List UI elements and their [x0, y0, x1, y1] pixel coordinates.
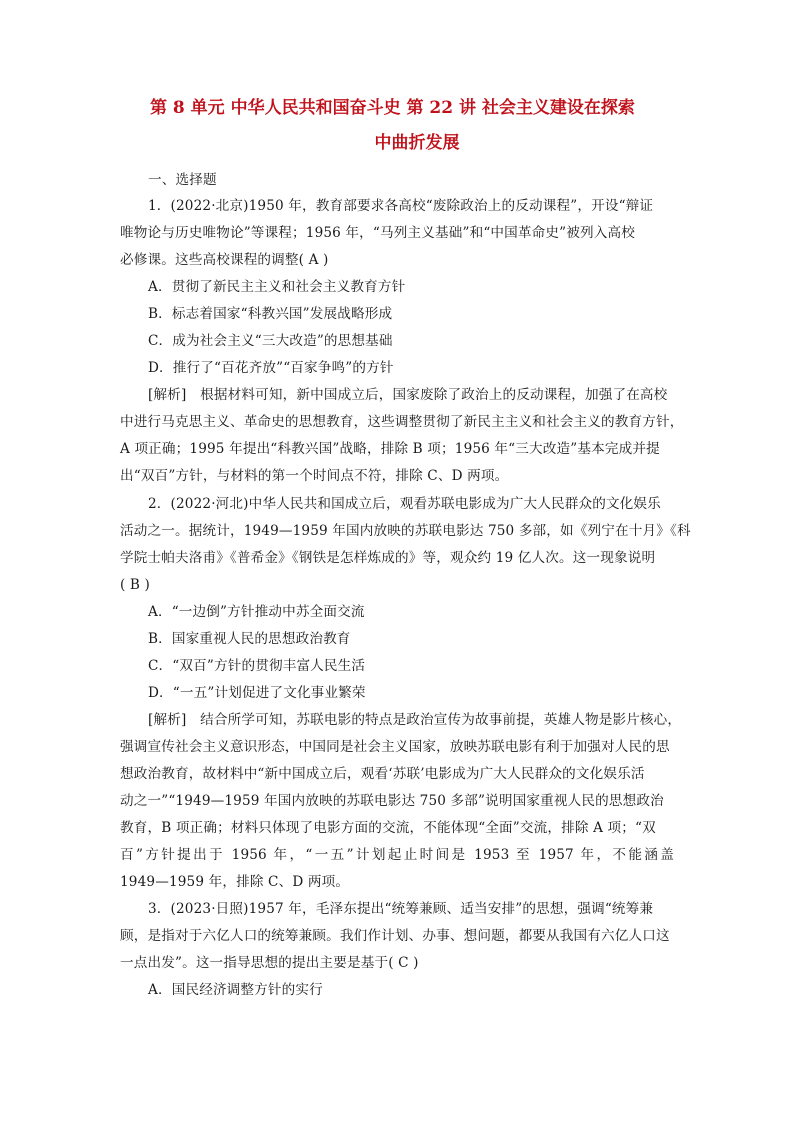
- q2-option-b: B．国家重视人民的思想政治教育: [148, 631, 351, 647]
- q2-stem-line-4: ( B ): [120, 577, 150, 593]
- q1-stem-line-2: 唯物论与历史唯物论”等课程；1956 年，“马列主义基础”和“中国革命史”被列入高校: [120, 225, 635, 241]
- page-title-line-2: 中曲折发展: [374, 133, 460, 153]
- q1-option-d: D．推行了“百花齐放”“百家争鸣”的方针: [148, 360, 394, 376]
- q1-option-c: C．成为社会主义“三大改造”的思想基础: [148, 333, 393, 349]
- q2-analysis-line-6: 百”方针提出于 1956 年，“一五”计划起止时间是 1953 至 1957 年，不能涵盖: [120, 847, 674, 863]
- q2-analysis-line-7: 1949—1959 年，排除 C、D 两项。: [120, 874, 350, 890]
- q2-option-c: C．“双百”方针的贯彻丰富人民生活: [148, 658, 366, 674]
- q3-option-a: A．国民经济调整方针的实行: [148, 982, 323, 998]
- q1-option-a: A．贯彻了新民主主义和社会主义教育方针: [148, 279, 406, 295]
- q1-analysis-line-3: A 项正确；1995 年提出“科教兴国”战略，排除 B 项；1956 年“三大改造”基本完成并提: [120, 441, 660, 457]
- q1-stem-line-1: 1．(2022·北京)1950 年，教育部要求各高校“废除政治上的反动课程”，开设“辩证: [148, 198, 654, 214]
- q1-stem-line-3: 必修课。这些高校课程的调整( A ): [120, 252, 329, 268]
- page-title-line-1: 第 8 单元 中华人民共和国奋斗史 第 22 讲 社会主义建设在探索: [150, 98, 635, 118]
- section-heading: 一、选择题: [148, 172, 217, 188]
- q2-analysis-line-5: 教育，B 项正确；材料只体现了电影方面的交流，不能体现“全面”交流，排除 A 项；“双: [120, 820, 656, 836]
- q3-stem-line-1: 3．(2023·日照)1957 年，毛泽东提出“统筹兼顾、适当安排”的思想，强调“统筹兼: [148, 901, 654, 917]
- q1-analysis-line-4: 出“双百”方针，与材料的第一个时间点不符，排除 C、D 两项。: [120, 468, 509, 484]
- q2-analysis-line-2: 强调宣传社会主义意识形态，中国同是社会主义国家，放映苏联电影有利于加强对人民的思: [120, 739, 670, 755]
- q2-analysis-line-3: 想政治教育，故材料中“新中国成立后，观看‘苏联’电影成为广大人民群众的文化娱乐活: [120, 766, 645, 782]
- q3-stem-line-2: 顾，是指对于六亿人口的统筹兼顾。我们作计划、办事、想问题，都要从我国有六亿人口这: [120, 928, 670, 944]
- q3-stem-line-3: 一点出发”。这一指导思想的提出主要是基于( C ): [120, 955, 419, 971]
- q1-analysis-line-1: [解析] 根据材料可知，新中国成立后，国家废除了政治上的反动课程，加强了在高校: [148, 387, 668, 403]
- q2-analysis-line-1: [解析] 结合所学可知，苏联电影的特点是政治宣传为故事前提，英雄人物是影片核心，: [148, 712, 682, 728]
- q2-option-d: D．“一五”计划促进了文化事业繁荣: [148, 685, 366, 701]
- q1-analysis-line-2: 中进行马克思主义、革命史的思想教育，这些调整贯彻了新民主主义和社会主义的教育方针，: [120, 414, 684, 430]
- q2-stem-line-1: 2．(2022·河北)中华人民共和国成立后，观看苏联电影成为广大人民群众的文化娱乐: [148, 496, 661, 512]
- q2-analysis-line-4: 动之一”“1949—1959 年国内放映的苏联电影达 750 多部”说明国家重视人民的思想政治: [120, 793, 664, 809]
- q2-stem-line-3: 学院士帕夫洛甫》《普希金》《钢铁是怎样炼成的》等，观众约 19 亿人次。这一现象说明: [120, 550, 656, 566]
- q1-option-b: B．标志着国家“科教兴国”发展战略形成: [148, 306, 393, 322]
- q2-stem-line-2: 活动之一。据统计，1949—1959 年国内放映的苏联电影达 750 多部，如《列宁在十月》《科: [120, 523, 691, 539]
- q2-option-a: A．“一边倒”方针推动中苏全面交流: [148, 604, 365, 620]
